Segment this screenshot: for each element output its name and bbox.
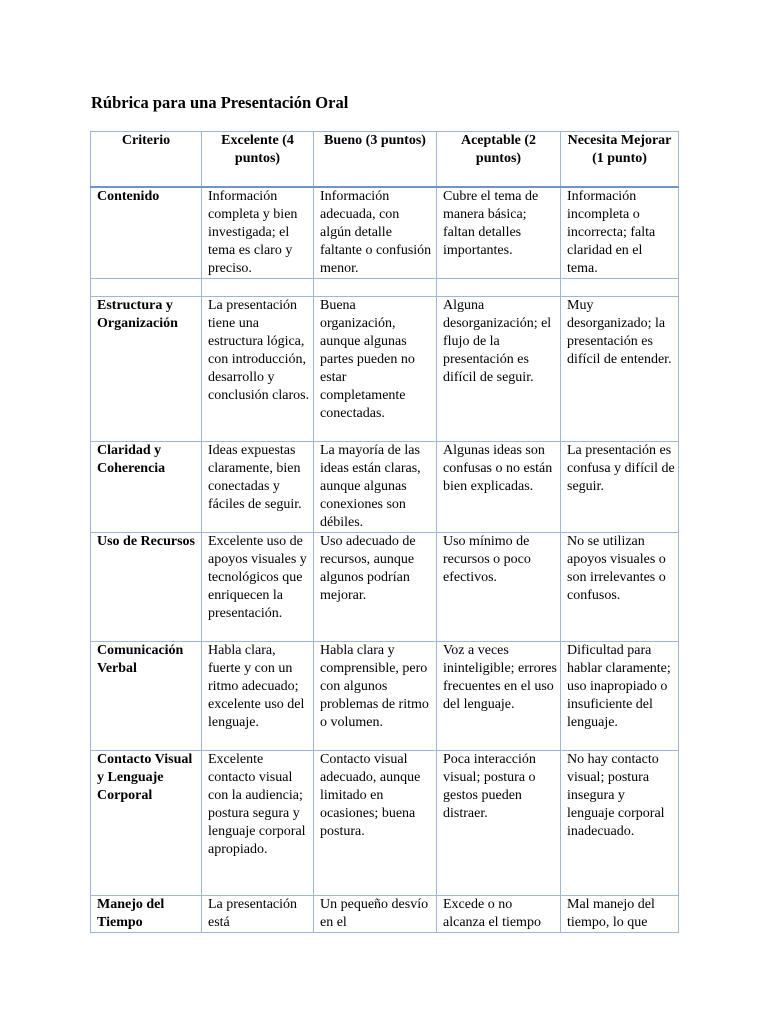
rubric-table-header	[91, 132, 679, 188]
table-row	[91, 187, 679, 279]
necesita-mejorar-cell: Muy desorganizado; la presentación es difícil de entender.	[561, 297, 679, 442]
criterio-cell: Estructura y Organización	[91, 297, 202, 442]
necesita-mejorar-cell	[561, 279, 679, 297]
header-bueno: Bueno (3 puntos)	[314, 132, 437, 188]
header-necesita-mejorar: Necesita Mejorar (1 punto)	[561, 132, 679, 188]
table-row	[91, 442, 679, 533]
aceptable-cell: Algunas ideas son confusas o no están bien explicadas.	[437, 442, 561, 533]
excelente-cell: La presentación tiene una estructura lógica, con introducción, desarrollo y conclusión claros.	[202, 297, 314, 442]
aceptable-cell: Uso mínimo de recursos o poco efectivos.	[437, 533, 561, 642]
criterio-cell: Uso de Recursos	[91, 533, 202, 642]
necesita-mejorar-cell: Dificultad para hablar claramente; uso inapropiado o insuficiente del lenguaje.	[561, 642, 679, 751]
table-row	[91, 533, 679, 642]
criterio-cell: Contacto Visual y Lenguaje Corporal	[91, 751, 202, 896]
bueno-cell	[314, 279, 437, 297]
aceptable-cell: Excede o no alcanza el tiempo	[437, 896, 561, 933]
necesita-mejorar-cell: La presentación es confusa y difícil de seguir.	[561, 442, 679, 533]
excelente-cell: Excelente contacto visual con la audiencia; postura segura y lenguaje corporal apropiado.	[202, 751, 314, 896]
header-criterio: Criterio	[91, 132, 202, 188]
bueno-cell: Uso adecuado de recursos, aunque algunos podrían mejorar.	[314, 533, 437, 642]
criterio-cell: Claridad y Coherencia	[91, 442, 202, 533]
bueno-cell: Habla clara y comprensible, pero con algunos problemas de ritmo o volumen.	[314, 642, 437, 751]
aceptable-cell: Poca interacción visual; postura o gestos pueden distraer.	[437, 751, 561, 896]
aceptable-cell: Alguna desorganización; el flujo de la presentación es difícil de seguir.	[437, 297, 561, 442]
header-row	[91, 132, 679, 188]
document-title: Rúbrica para una Presentación Oral	[91, 93, 349, 112]
bueno-cell: Contacto visual adecuado, aunque limitado en ocasiones; buena postura.	[314, 751, 437, 896]
bueno-cell: Buena organización, aunque algunas partes pueden no estar completamente conectadas.	[314, 297, 437, 442]
aceptable-cell: Cubre el tema de manera básica; faltan detalles importantes.	[437, 187, 561, 279]
header-aceptable: Aceptable (2 puntos)	[437, 132, 561, 188]
bueno-cell: Información adecuada, con algún detalle faltante o confusión menor.	[314, 187, 437, 279]
rubric-table-body	[91, 187, 679, 933]
bueno-cell: La mayoría de las ideas están claras, aunque algunas conexiones son débiles.	[314, 442, 437, 533]
excelente-cell: Información completa y bien investigada; el tema es claro y preciso.	[202, 187, 314, 279]
aceptable-cell: Voz a veces ininteligible; errores frecuentes en el uso del lenguaje.	[437, 642, 561, 751]
excelente-cell: Habla clara, fuerte y con un ritmo adecuado; excelente uso del lenguaje.	[202, 642, 314, 751]
table-row-empty	[91, 279, 679, 297]
aceptable-cell	[437, 279, 561, 297]
excelente-cell: Ideas expuestas claramente, bien conectadas y fáciles de seguir.	[202, 442, 314, 533]
criterio-cell: Manejo del Tiempo	[91, 896, 202, 933]
excelente-cell	[202, 279, 314, 297]
necesita-mejorar-cell: No se utilizan apoyos visuales o son irrelevantes o confusos.	[561, 533, 679, 642]
necesita-mejorar-cell: Información incompleta o incorrecta; falta claridad en el tema.	[561, 187, 679, 279]
header-excelente: Excelente (4 puntos)	[202, 132, 314, 188]
criterio-cell: Comunicación Verbal	[91, 642, 202, 751]
necesita-mejorar-cell: No hay contacto visual; postura insegura y lenguaje corporal inadecuado.	[561, 751, 679, 896]
excelente-cell: Excelente uso de apoyos visuales y tecnológicos que enriquecen la presentación.	[202, 533, 314, 642]
table-row	[91, 297, 679, 442]
criterio-cell	[91, 279, 202, 297]
criterio-cell: Contenido	[91, 187, 202, 279]
necesita-mejorar-cell: Mal manejo del tiempo, lo que	[561, 896, 679, 933]
table-row	[91, 896, 679, 933]
rubric-table	[90, 131, 679, 933]
table-row	[91, 751, 679, 896]
table-row	[91, 642, 679, 751]
bueno-cell: Un pequeño desvío en el	[314, 896, 437, 933]
excelente-cell: La presentación está	[202, 896, 314, 933]
